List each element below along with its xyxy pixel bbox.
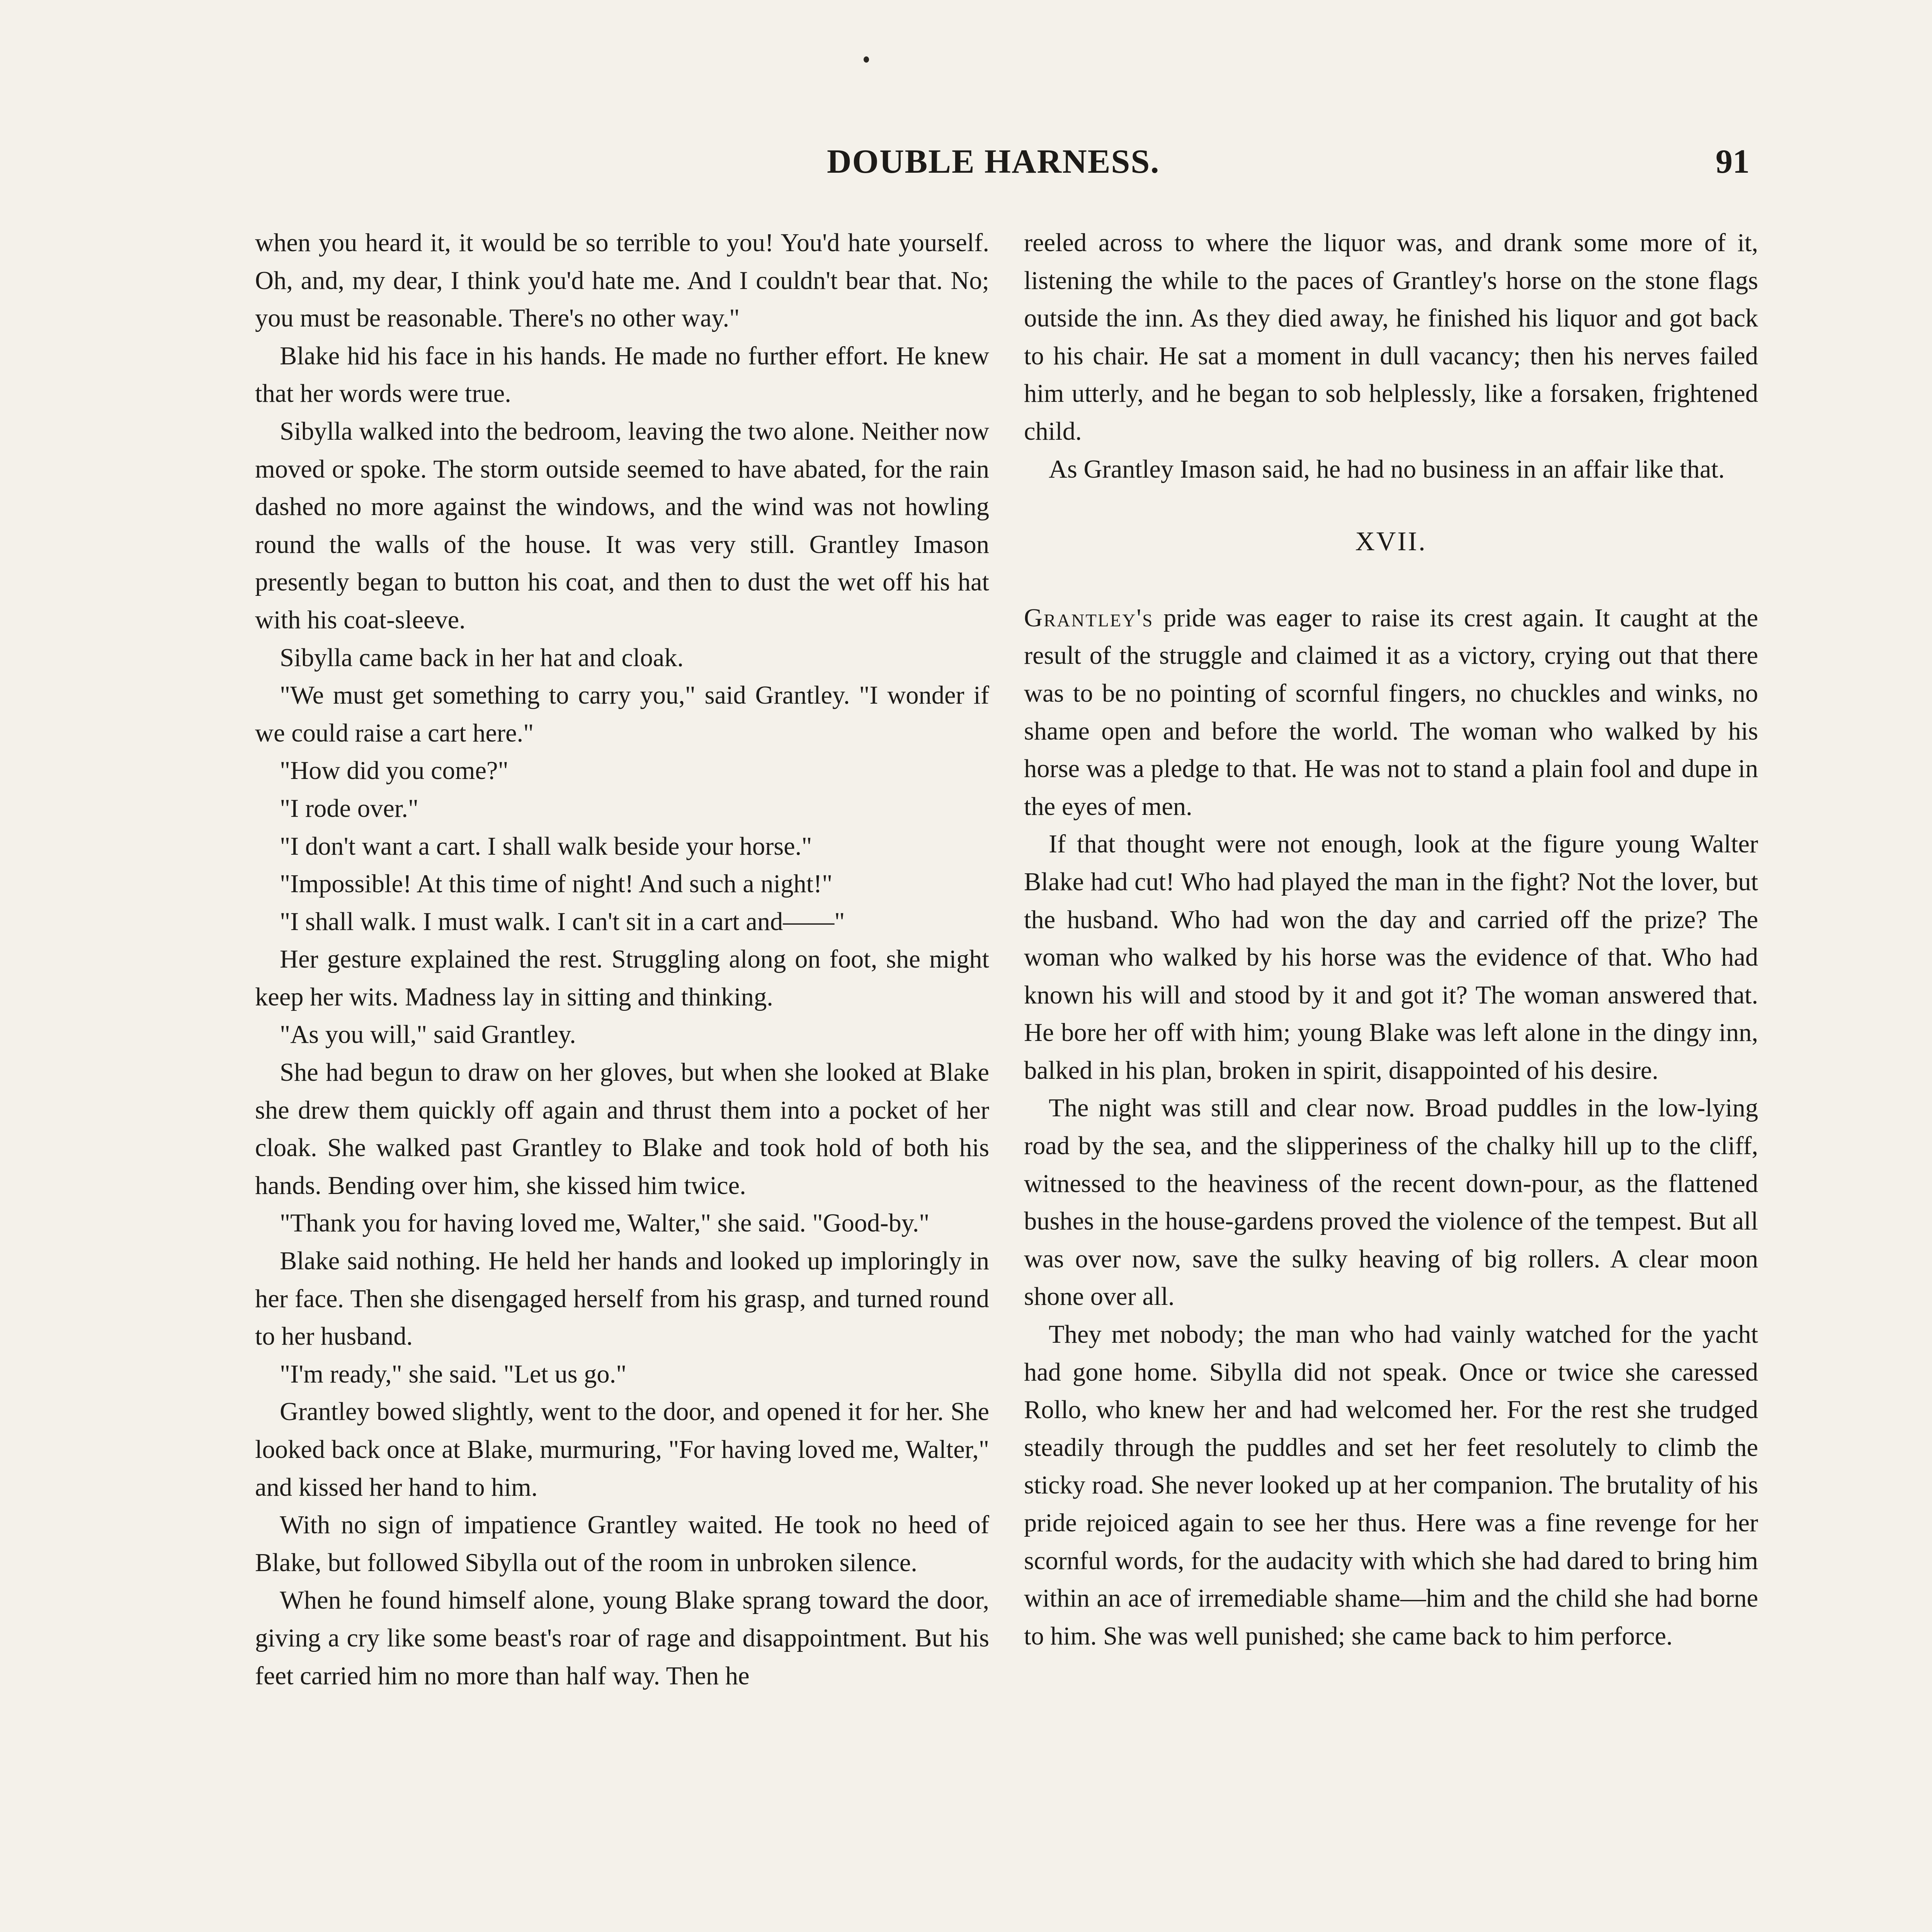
paragraph: "Impossible! At this time of night! And such a night!" <box>280 870 833 898</box>
page-number: 91 <box>1716 143 1750 180</box>
paragraph: "As you will," said Grantley. <box>280 1020 576 1049</box>
chapter-opening-word: Grantley's <box>1024 604 1154 632</box>
paragraph: As Grantley Imason said, he had no business in an affair like that. <box>1049 455 1725 483</box>
paragraph: Blake said nothing. He held her hands and looked up imploringly in her face. Then she disengaged herself from his grasp, and turned round to her husband. <box>255 1247 989 1351</box>
paragraph: "I don't want a cart. I shall walk beside your horse." <box>280 832 812 861</box>
paragraph: Her gesture explained the rest. Struggling along on foot, she might keep her wits. Madness lay in sitting and thinking. <box>255 945 989 1011</box>
paragraph: Blake hid his face in his hands. He made no further effort. He knew that her words were true. <box>255 342 989 408</box>
running-head: DOUBLE HARNESS. <box>827 143 1160 180</box>
paragraph: They met nobody; the man who had vainly watched for the yacht had gone home. Sibylla did not speak. Once or twice she caressed Rollo, who knew her and had welcomed her. For the rest she trudged steadily through the puddles and set her feet resolutely to climb the sticky road. She never looked up at her companion. The brutality of his pride rejoiced again to see her thus. Here was a fine revenge for her scornful words, for the audacity with which she had dared to bring him within an ace of irremediable shame—him and the child she had borne to him. She was well punished; she came back to him perforce. <box>1024 1320 1758 1650</box>
paragraph: She had begun to draw on her gloves, but when she looked at Blake she drew them quickly off again and thrust them into a pocket of her cloak. She walked past Grantley to Blake and took hold of both his hands. Bending over him, she kissed him twice. <box>255 1058 989 1200</box>
paragraph: With no sign of impatience Grantley waited. He took no heed of Blake, but followed Sibylla out of the room in unbroken silence. <box>255 1511 989 1577</box>
paragraph: If that thought were not enough, look at the figure young Walter Blake had cut! Who had played the man in the fight? Not the lover, but the husband. Who had won the day and carried off the prize? The woman who walked by his horse was the evidence of that. Who had known his will and stood by it and got it? The woman answered that. He bore her off with him; young Blake was left alone in the dingy inn, balked in his plan, broken in spirit, disappointed of his desire. <box>1024 830 1758 1085</box>
paragraph: "Thank you for having loved me, Walter," she said. "Good-by." <box>280 1209 930 1238</box>
paragraph: When he found himself alone, young Blake sprang toward the door, giving a cry like some beast's roar of rage and disappointment. But his feet carried him no more than half way. Then he <box>255 1586 989 1690</box>
chapter-opening-text: pride was eager to raise its crest again. It caught at the result of the struggle and claimed it as a victory, crying out that there was to be no pointing of scornful fingers, no chuckles and winks, no shame open and before the world. The woman who walked by his horse was a pledge to that. He was not to stand a plain fool and dupe in the eyes of men. <box>1024 604 1758 821</box>
paragraph: Sibylla came back in her hat and cloak. <box>280 643 684 672</box>
ink-speck <box>864 56 869 63</box>
paragraph: "How did you come?" <box>280 757 509 785</box>
paragraph: when you heard it, it would be so terrible to you! You'd hate yourself. Oh, and, my dear, I think you'd hate me. And I couldn't bear that. No; you must be reasonable. There's no other way." <box>255 229 989 333</box>
paragraph: "We must get something to carry you," said Grantley. "I wonder if we could raise a cart here." <box>255 681 989 747</box>
right-column <box>1024 224 1758 1655</box>
paragraph: "I rode over." <box>280 794 418 823</box>
paragraph: Sibylla walked into the bedroom, leaving the two alone. Neither now moved or spoke. The storm outside seemed to have abated, for the rain dashed no more against the windows, and the wind was not howling round the walls of the house. It was very still. Grantley Imason presently began to button his coat, and then to dust the wet off his hat with his coat-sleeve. <box>255 417 989 634</box>
chapter-opening-paragraph <box>1024 599 1758 826</box>
left-column <box>255 224 989 1695</box>
paragraph: The night was still and clear now. Broad puddles in the low-lying road by the sea, and the slipperiness of the chalky hill up to the cliff, witnessed to the heaviness of the recent down-pour, as the flattened bushes in the house-gardens proved the violence of the tempest. But all was over now, save the sulky heaving of big rollers. A clear moon shone over all. <box>1024 1094 1758 1311</box>
paragraph: reeled across to where the liquor was, and drank some more of it, listening the while to the paces of Grantley's horse on the stone flags outside the inn. As they died away, he finished his liquor and got back to his chair. He sat a moment in dull vacancy; then his nerves failed him utterly, and he began to sob helplessly, like a forsaken, frightened child. <box>1024 229 1758 446</box>
paragraph: "I'm ready," she said. "Let us go." <box>280 1360 627 1388</box>
paragraph: Grantley bowed slightly, went to the door, and opened it for her. She looked back once at Blake, murmuring, "For having loved me, Walter," and kissed her hand to him. <box>255 1398 989 1502</box>
paragraph: "I shall walk. I must walk. I can't sit in a cart and——" <box>280 907 845 936</box>
chapter-heading: XVII. <box>1355 527 1427 557</box>
